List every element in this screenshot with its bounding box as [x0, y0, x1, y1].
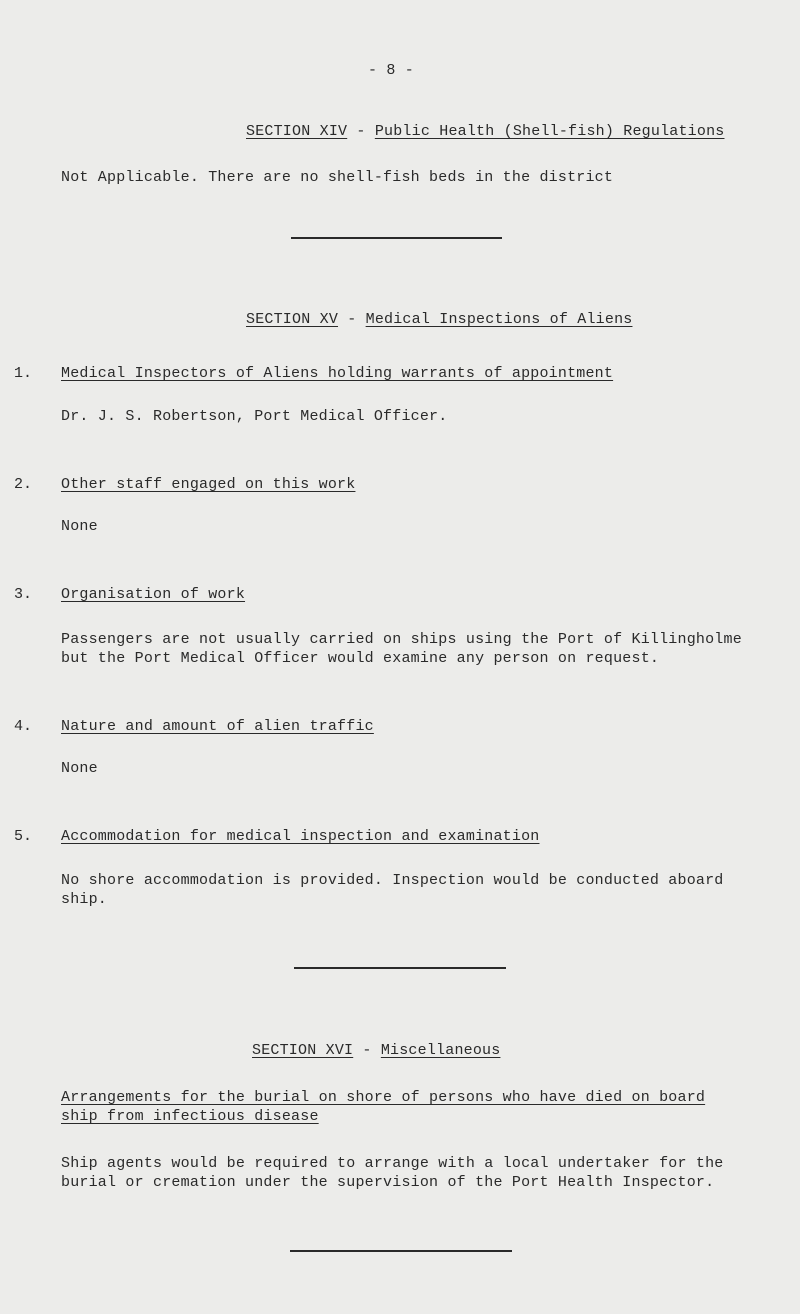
item-body: Passengers are not usually carried on ships using the Port of Killingholme but the Port Medical Officer would examine any person on request. — [61, 631, 742, 667]
section-title: Miscellaneous — [380, 1042, 501, 1059]
section-title: Medical Inspections of Aliens — [365, 311, 633, 328]
item-number: 4. — [14, 718, 33, 735]
section-label: SECTION XV — [246, 311, 339, 328]
section-xiv-heading — [246, 123, 724, 140]
divider — [294, 967, 506, 969]
item-heading: Nature and amount of alien traffic — [61, 718, 374, 735]
section-xiv-body: Not Applicable. There are no shell-fish beds in the district — [61, 169, 614, 186]
divider — [291, 237, 502, 239]
section-xvi-heading — [252, 1042, 500, 1059]
section-xvi-body: Ship agents would be required to arrange with a local undertaker for the burial or cremation under the supervision of the Port Health Inspector. — [61, 1155, 724, 1191]
section-dash: - — [347, 311, 357, 328]
item-body: None — [61, 518, 98, 535]
item-heading: Medical Inspectors of Aliens holding warrants of appointment — [61, 365, 614, 382]
item-number: 5. — [14, 828, 33, 845]
item-number: 2. — [14, 476, 33, 493]
section-label: SECTION XIV — [246, 123, 348, 140]
item-body: No shore accommodation is provided. Inspection would be conducted aboard ship. — [61, 872, 724, 908]
item-number: 3. — [14, 586, 33, 603]
item-heading: Organisation of work — [61, 586, 246, 603]
section-xvi-subheading: Arrangements for the burial on shore of persons who have died on board ship from infectious disease — [61, 1089, 706, 1125]
section-dash: - — [362, 1042, 372, 1059]
section-label: SECTION XVI — [252, 1042, 354, 1059]
section-xv-heading — [246, 311, 632, 328]
item-body: None — [61, 760, 98, 777]
item-heading: Accommodation for medical inspection and examination — [61, 828, 540, 845]
page-number: - 8 - — [368, 62, 415, 79]
item-number: 1. — [14, 365, 33, 382]
section-title: Public Health (Shell-fish) Regulations — [374, 123, 725, 140]
section-dash: - — [356, 123, 366, 140]
item-heading: Other staff engaged on this work — [61, 476, 356, 493]
item-body: Dr. J. S. Robertson, Port Medical Officer. — [61, 408, 448, 425]
divider — [290, 1250, 512, 1252]
